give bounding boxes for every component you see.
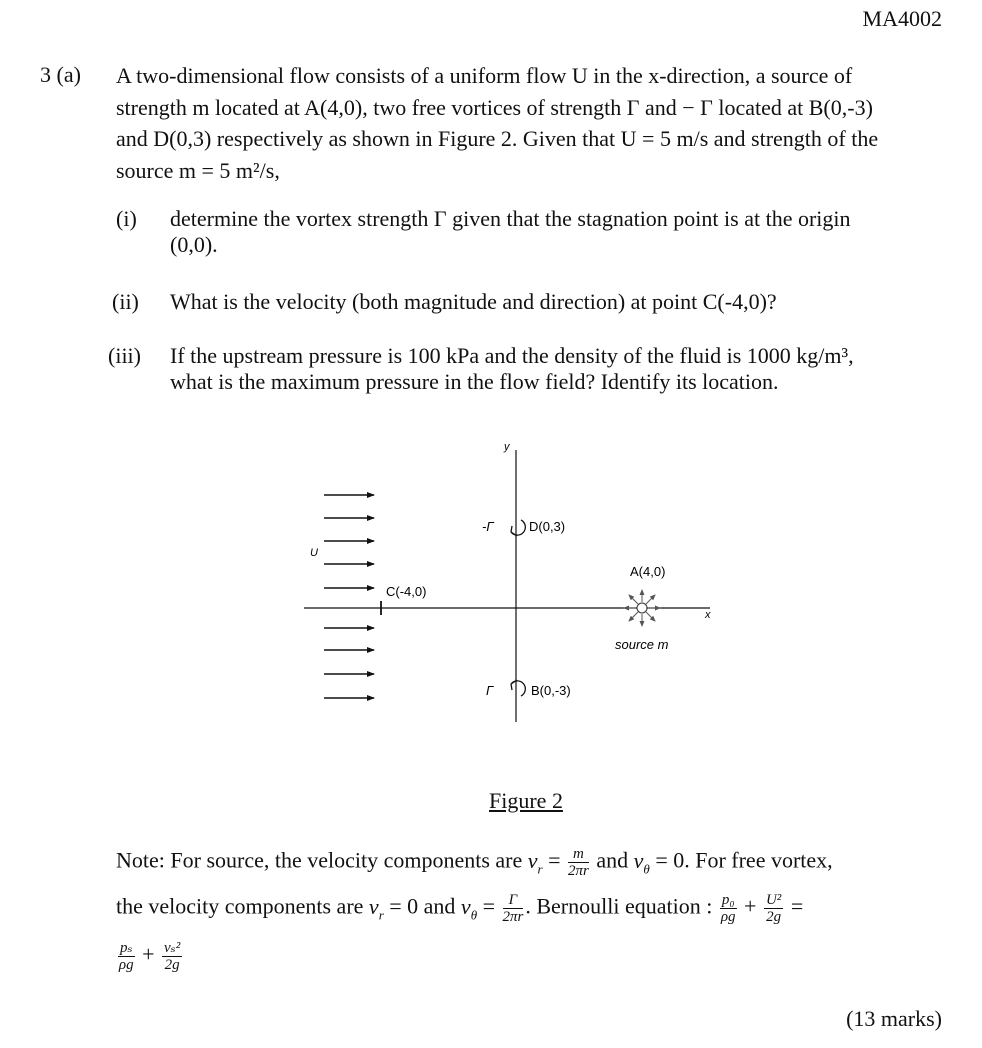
equals: = xyxy=(790,893,804,919)
figure-caption: Figure 2 xyxy=(489,788,563,813)
question-stem xyxy=(116,60,946,186)
note-text: and xyxy=(596,847,629,873)
part-text-i xyxy=(170,206,946,258)
equals: = xyxy=(482,893,495,919)
note-line-1 xyxy=(116,846,946,879)
y-axis-label: y xyxy=(504,441,510,453)
source-label: source m xyxy=(615,637,669,652)
vr-symbol: $v_r$ xyxy=(527,847,543,876)
plus: + xyxy=(142,941,155,967)
part-label-iii: (iii) xyxy=(108,343,141,368)
part-text-iii xyxy=(170,343,946,395)
vtheta-symbol: $v_\theta$ xyxy=(633,847,650,876)
source-velocity-fraction: $\frac{m}{2\pi r}$ xyxy=(568,846,589,879)
part-line: what is the maximum pressure in the flow field? Identify its location. xyxy=(170,369,779,394)
flow-diagram xyxy=(290,440,750,730)
part-text-ii xyxy=(170,289,946,315)
part-label-i: (i) xyxy=(116,206,137,231)
vortex-velocity-fraction: $\frac{\Gamma}{2\pi r}$ xyxy=(502,892,524,925)
u-label: U xyxy=(310,547,318,559)
vortex-d-strength: -Γ xyxy=(482,519,494,534)
bernoulli-vs2-term: $\frac{\text{vₛ²}}{2g}$ xyxy=(163,940,181,973)
note-text: = 0 and xyxy=(389,893,456,919)
course-code: MA4002 xyxy=(862,6,942,31)
note-line-3 xyxy=(116,940,946,973)
bernoulli-u2-term: $\frac{\text{U²}}{2g}$ xyxy=(765,892,782,925)
note-text: = 0. For free vortex, xyxy=(655,847,833,873)
bernoulli-ps-term: $\frac{\text{pₛ}}{\rho g}$ xyxy=(118,940,134,973)
vortex-d-icon xyxy=(511,520,525,536)
point-b-label: B(0,-3) xyxy=(531,683,571,698)
part-line: (0,0). xyxy=(170,232,218,257)
bernoulli-p0-term: $\frac{\text{p₀}}{\rho g}$ xyxy=(720,892,736,925)
stem-line: strength m located at A(4,0), two free vortices of strength Γ and − Γ located at B(0,-3) xyxy=(116,94,873,120)
equals: = xyxy=(548,847,561,873)
point-a-label: A(4,0) xyxy=(630,564,666,579)
figure-2 xyxy=(290,440,750,730)
point-c-label: C(-4,0) xyxy=(386,584,427,599)
source-icon xyxy=(624,590,660,626)
vtheta-symbol: $v_\theta$ xyxy=(460,893,478,922)
part-line: determine the vortex strength Γ given that the stagnation point is at the origin xyxy=(170,206,851,231)
note-text: . Bernoulli equation : xyxy=(525,893,713,919)
marks: (13 marks) xyxy=(846,1006,942,1031)
stem-line: and D(0,3) respectively as shown in Figure 2. Given that U = 5 m/s and strength of the xyxy=(116,126,879,151)
vr-symbol: $v_r$ xyxy=(368,893,384,922)
point-d-label: D(0,3) xyxy=(529,519,566,534)
note-text: the velocity components are xyxy=(116,893,364,919)
note-line-2 xyxy=(116,892,946,925)
stem-line: A two-dimensional flow consists of a uniform flow U in the x-direction, a source of xyxy=(116,63,853,88)
vortex-b-icon xyxy=(511,680,525,696)
x-axis-label: x xyxy=(705,609,711,621)
part-label-ii: (ii) xyxy=(112,289,139,314)
plus: + xyxy=(744,893,757,919)
stem-line: source m = 5 m²/s, xyxy=(116,157,280,183)
question-number: 3 (a) xyxy=(40,62,81,87)
part-line: What is the velocity (both magnitude and direction) at point C(-4,0)? xyxy=(170,289,777,314)
uniform-flow-arrows xyxy=(324,495,374,698)
vortex-b-strength: Γ xyxy=(486,683,494,698)
note-text: Note: For source, the velocity components are xyxy=(116,847,523,873)
part-line: If the upstream pressure is 100 kPa and the density of the fluid is 1000 kg/m³, xyxy=(170,343,854,368)
